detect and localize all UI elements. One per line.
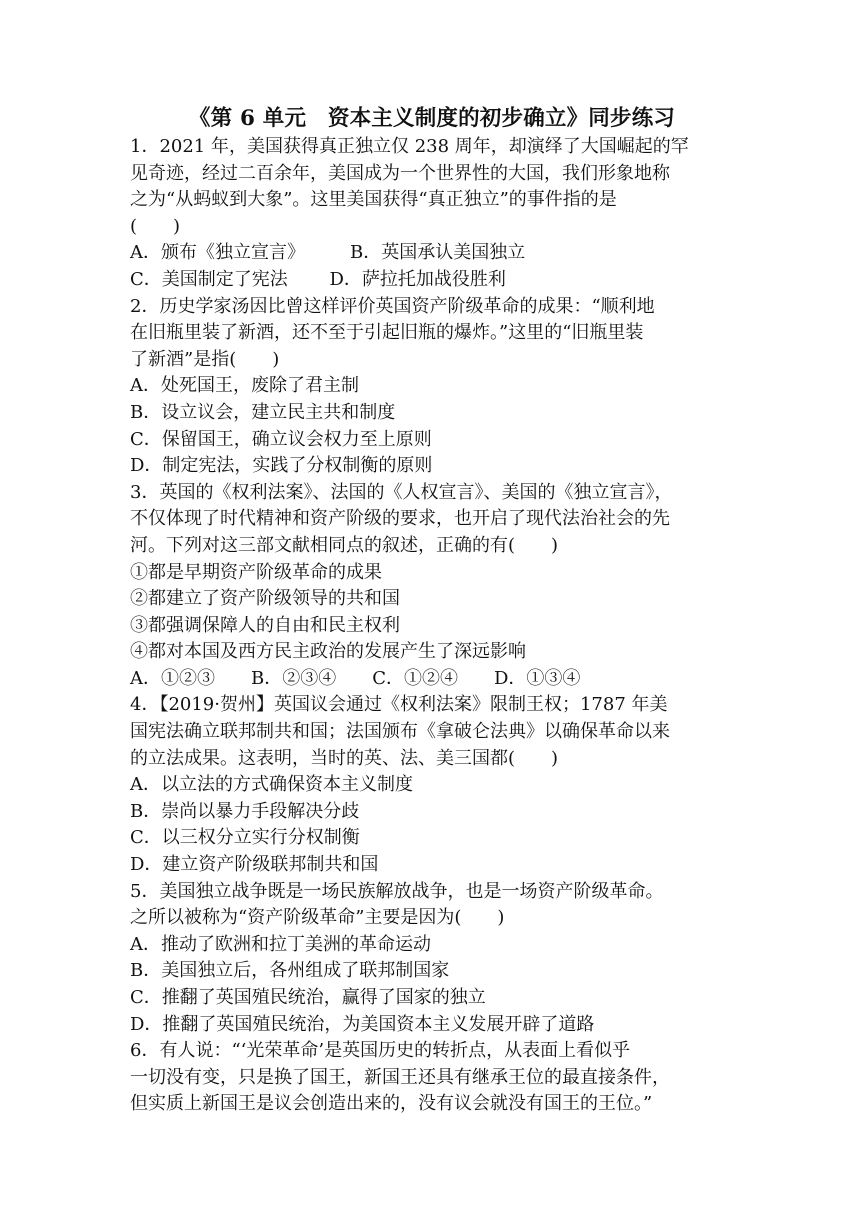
- document-title: 《第 6 单元 资本主义制度的初步确立》同步练习: [188, 106, 676, 131]
- text-line: 5．美国独立战争既是一场民族解放战争，也是一场资产阶级革命。: [130, 880, 664, 902]
- text-line: A．推动了欧洲和拉丁美洲的革命运动: [130, 933, 431, 955]
- text-line: A．以立法的方式确保资本主义制度: [130, 774, 413, 796]
- text-line: 的立法成果。这表明，当时的英、法、美三国都( ): [130, 747, 559, 769]
- document-page: [130, 104, 734, 1118]
- text-line: B．设立议会，建立民主共和制度: [130, 401, 396, 423]
- text-line: 4．【2019·贺州】英国议会通过《权利法案》限制王权；1787 年美: [130, 694, 668, 716]
- text-line: 一切没有变，只是换了国王，新国王还具有继承王位的最直接条件，: [130, 1066, 670, 1088]
- text-line: 在旧瓶里装了新酒，还不至于引起旧瓶的爆炸。”这里的“旧瓶里装: [130, 322, 644, 344]
- text-line: 河。下列对这三部文献相同点的叙述，正确的有( ): [130, 534, 559, 556]
- text-line: 6．有人说：“‘光荣革命’是英国历史的转折点，从表面上看似乎: [130, 1040, 631, 1062]
- text-line: 国宪法确立联邦制共和国；法国颁布《拿破仑法典》以确保革命以来: [130, 721, 670, 743]
- text-line: A．①②③ B．②③④ C．①②④ D．①③④: [130, 667, 581, 689]
- text-line: C．推翻了英国殖民统治，赢得了国家的独立: [130, 987, 486, 1008]
- text-line: ②都建立了资产阶级领导的共和国: [130, 588, 400, 610]
- text-line: D．推翻了英国殖民统治，为美国资本主义发展开辟了道路: [130, 1013, 595, 1035]
- text-line: 1．2021 年，美国获得真正独立仅 238 周年，却演绎了大国崛起的罕: [130, 136, 689, 157]
- text-line: ③都强调保障人的自由和民主权利: [130, 614, 400, 636]
- text-line: C．美国制定了宪法 D．萨拉托加战役胜利: [130, 268, 506, 290]
- text-line: D．建立资产阶级联邦制共和国: [130, 854, 379, 876]
- text-line: ①都是早期资产阶级革命的成果: [130, 561, 382, 583]
- text-line: ④都对本国及西方民主政治的发展产生了深远影响: [130, 641, 526, 663]
- text-line: 了新酒”是指( ): [130, 348, 280, 370]
- text-line: 2．历史学家汤因比曾这样评价英国资产阶级革命的成果：“顺利地: [130, 295, 655, 317]
- document-body: [130, 134, 734, 1118]
- text-line: D．制定宪法，实践了分权制衡的原则: [130, 455, 433, 477]
- text-line: 但实质上新国王是议会创造出来的，没有议会就没有国王的王位。”: [130, 1093, 653, 1115]
- text-line: B．崇尚以暴力手段解决分歧: [130, 800, 360, 822]
- text-line: C．以三权分立实行分权制衡: [130, 827, 360, 849]
- text-line: 不仅体现了时代精神和资产阶级的要求，也开启了现代法治社会的先: [130, 508, 670, 530]
- text-line: 之所以被称为“资产阶级革命”主要是因为( ): [130, 907, 505, 929]
- text-line: ( ): [130, 215, 181, 237]
- text-line: 见奇迹，经过二百余年，美国成为一个世界性的大国，我们形象地称: [130, 162, 670, 184]
- text-line: B．美国独立后，各州组成了联邦制国家: [130, 960, 450, 982]
- text-line: 3．英国的《权利法案》、法国的《人权宣言》、美国的《独立宣言》，: [130, 481, 673, 503]
- text-line: 之为“从蚂蚁到大象”。这里美国获得“真正独立”的事件指的是: [130, 189, 617, 211]
- text-line: C．保留国王，确立议会权力至上原则: [130, 428, 432, 450]
- text-line: A．处死国王，废除了君主制: [130, 375, 359, 397]
- text-line: A．颁布《独立宣言》 B．英国承认美国独立: [130, 242, 526, 264]
